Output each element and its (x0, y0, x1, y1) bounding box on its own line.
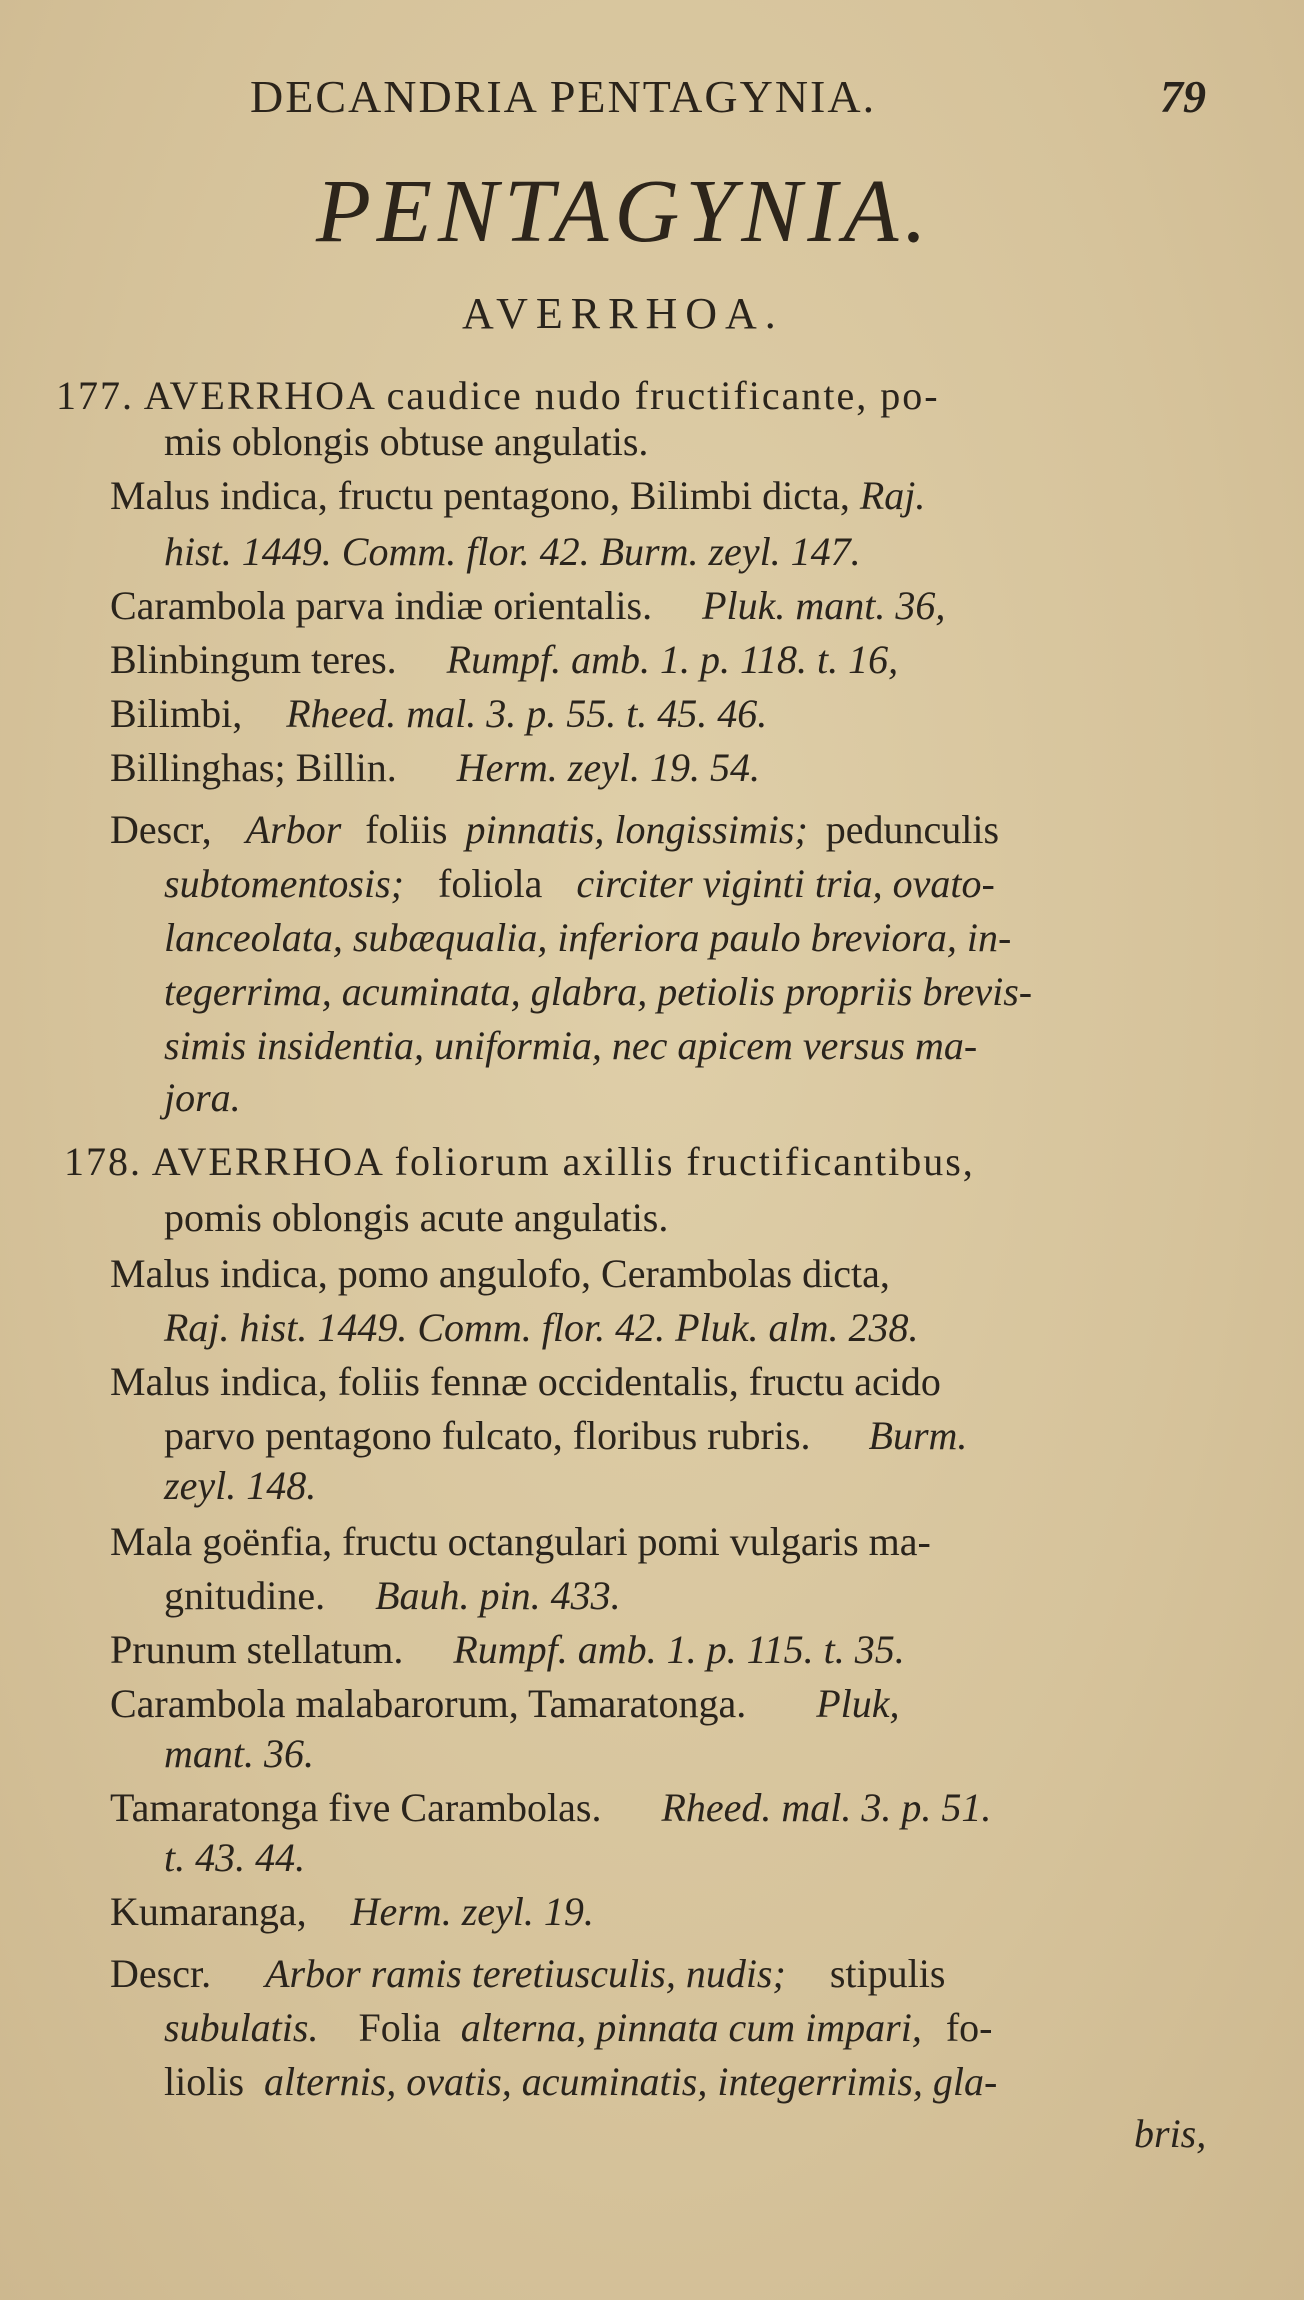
citation-text: Herm. zeyl. 19. 54. (456, 745, 760, 790)
descr-label: Descr, (110, 807, 212, 852)
entry-178-line-18 (164, 2058, 997, 2105)
citation-text: Pluk. mant. 36, (702, 583, 946, 628)
descr-text: Folia (358, 2005, 441, 2050)
synonym-text: Prunum stellatum. (110, 1627, 404, 1672)
descr-label: Descr. (110, 1951, 212, 1996)
synonym-text: Blinbingum teres. (110, 637, 397, 682)
entry-178-line-7: zeyl. 148. (164, 1463, 317, 1508)
page-header (0, 70, 1304, 130)
synonym-text: Tamaratonga five Carambolas. (110, 1785, 602, 1830)
citation-text: Rumpf. amb. 1. p. 115. t. 35. (453, 1627, 905, 1672)
entry-177-line-12: tegerrima, acuminata, glabra, petiolis propriis brevis- (164, 969, 1033, 1014)
entry-178-line-13 (110, 1784, 991, 1831)
descr-text: Arbor (245, 807, 342, 852)
synonym-text: Billinghas; Billin. (110, 745, 397, 790)
descr-text: foliola (438, 861, 543, 906)
entry-177-line-9 (110, 806, 999, 853)
synonym-text: Bilimbi, (110, 691, 243, 736)
citation-text: Burm. (868, 1413, 968, 1458)
synonym-text: Kumaranga, (110, 1889, 307, 1934)
page-number: 79 (1160, 71, 1206, 122)
entry-178-line-2: pomis oblongis acute angulatis. (164, 1195, 669, 1240)
entry-178-line-6 (164, 1412, 967, 1459)
descr-text: fo- (945, 2005, 993, 2050)
entry-178-line-14: t. 43. 44. (164, 1835, 306, 1880)
entry-178-line-11 (110, 1680, 900, 1727)
running-title: DECANDRIA PENTAGYNIA. (250, 71, 877, 122)
entry-178-line-4: Raj. hist. 1449. Comm. flor. 42. Pluk. alm. 238. (164, 1305, 919, 1350)
citation-text: Herm. zeyl. 19. (350, 1889, 594, 1934)
entry-178-line-16 (110, 1950, 945, 1997)
entry-177-line-2: mis oblongis obtuse angulatis. (164, 419, 649, 464)
citation-text: Bauh. pin. 433. (375, 1573, 621, 1618)
entry-177-line-3 (110, 472, 925, 519)
entry-178-line-10 (110, 1626, 905, 1673)
descr-text: Arbor ramis teretiusculis, nudis; (265, 1951, 786, 1996)
citation-text: Rumpf. amb. 1. p. 118. t. 16, (446, 637, 899, 682)
synonym-text: Carambola parva indiæ orientalis. (110, 583, 653, 628)
entry-177-line-11: lanceolata, subæqualia, inferiora paulo breviora, in- (164, 915, 1012, 960)
synonym-text: Carambola malabarorum, Tamaratonga. (110, 1681, 747, 1726)
entry-177-line-14: jora. (164, 1075, 241, 1120)
genus-title: AVERRHOA. (462, 289, 784, 338)
synonym-text: gnitudine. (164, 1573, 326, 1618)
entry-178-line-5: Malus indica, foliis fennæ occidentalis, fructu acido (110, 1359, 941, 1404)
section-title: PENTAGYNIA. (316, 162, 933, 261)
entry-178-line-9 (164, 1572, 621, 1619)
entry-177-line-8 (110, 744, 760, 791)
entry-178-line-19: bris, (1134, 2111, 1207, 2156)
descr-text: liolis (164, 2059, 245, 2104)
entry-178-line-8: Mala goënfia, fructu octangulari pomi vulgaris ma- (110, 1519, 931, 1564)
entry-177-line-13: simis insidentia, uniformia, nec apicem versus ma- (164, 1023, 978, 1068)
descr-text: alterna, pinnata cum impari, (460, 2005, 922, 2050)
descr-text: subtomentosis; (164, 861, 404, 906)
entry-177-line-10 (164, 860, 995, 907)
synonym-text: Malus indica, fructu pentagono, Bilimbi dicta, (110, 473, 850, 518)
entry-177-line-7 (110, 690, 767, 737)
entry-178-line-1: 178. AVERRHOA foliorum axillis fructificantibus, (64, 1139, 975, 1184)
citation-text: Rheed. mal. 3. p. 55. t. 45. 46. (286, 691, 768, 736)
descr-text: foliis (365, 807, 448, 852)
descr-text: pinnatis, longissimis; (465, 807, 808, 852)
entry-178-line-17 (164, 2004, 992, 2051)
citation-text: Raj. (859, 473, 926, 518)
entry-177-line-5 (110, 582, 945, 629)
descr-text: pedunculis (825, 807, 1000, 852)
synonym-text: parvo pentagono fulcato, floribus rubris. (164, 1413, 811, 1458)
descr-text: stipulis (829, 1951, 946, 1996)
entry-178-line-12: mant. 36. (164, 1731, 314, 1776)
citation-text: Rheed. mal. 3. p. 51. (661, 1785, 992, 1830)
descr-text: subulatis. (164, 2005, 319, 2050)
entry-177-line-4: hist. 1449. Comm. flor. 42. Burm. zeyl. 147. (164, 529, 861, 574)
entry-178-line-3: Malus indica, pomo angulofo, Cerambolas dicta, (110, 1251, 890, 1296)
citation-text: Pluk, (816, 1681, 900, 1726)
entry-177-line-1: 177. AVERRHOA caudice nudo fructificante, po- (56, 373, 940, 418)
descr-text: circiter viginti tria, ovato- (576, 861, 995, 906)
descr-text: alternis, ovatis, acuminatis, integerrimis, gla- (264, 2059, 998, 2104)
entry-178-line-15 (110, 1888, 594, 1935)
entry-177-line-6 (110, 636, 898, 683)
